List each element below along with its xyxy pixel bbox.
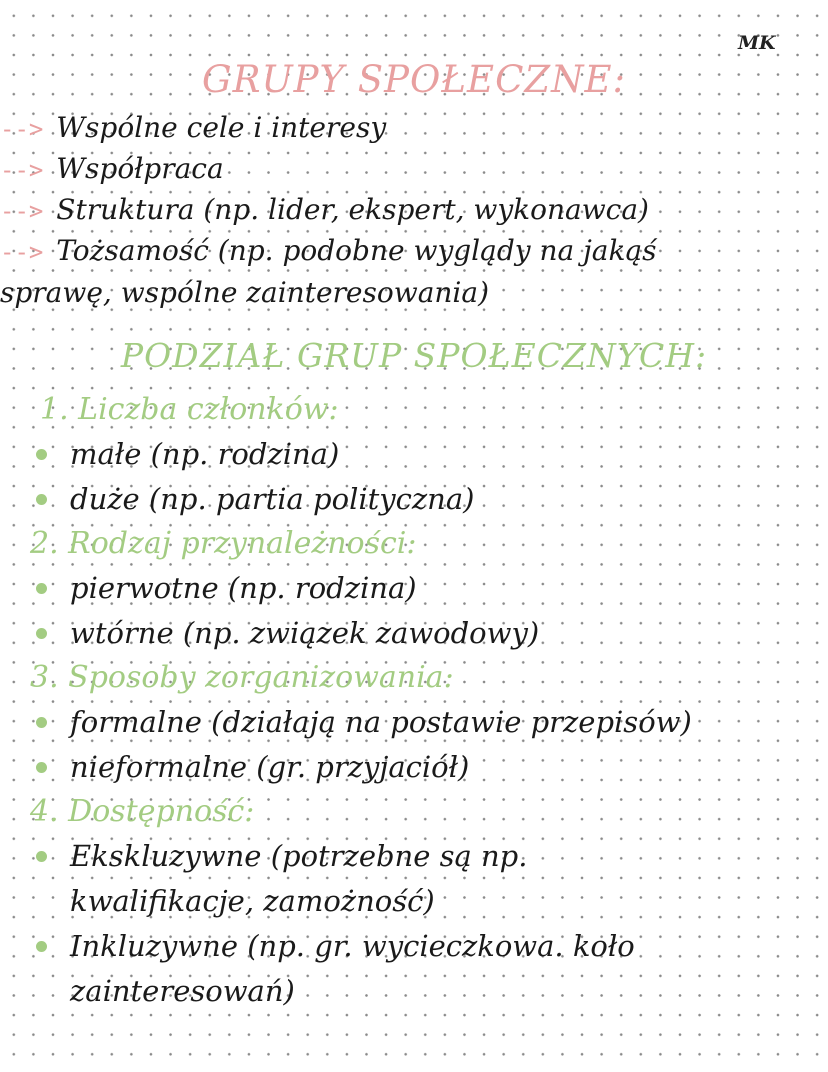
arrow-icon: --> <box>0 115 44 143</box>
author-initials: MK <box>738 32 776 54</box>
list-item-text: zainteresowań) <box>70 974 295 1008</box>
list-item <box>0 432 828 477</box>
arrow-icon: --> <box>0 238 44 266</box>
feature-text: Współpraca <box>56 152 224 185</box>
list-item <box>0 834 828 924</box>
feature-item <box>0 149 820 190</box>
section-title: PODZIAŁ GRUP SPOŁECZNYCH: <box>120 336 708 375</box>
list-item-text: duże (np. partia polityczna) <box>70 482 475 516</box>
list-item-text: kwalifikacje, zamożność) <box>70 884 435 918</box>
bullet-dot-icon <box>36 941 47 952</box>
list-item-text: formalne (działają na postawie przepisów) <box>70 705 692 739</box>
list-item <box>0 700 828 745</box>
feature-item <box>0 108 820 149</box>
list-item-text: małe (np. rodzina) <box>70 437 340 471</box>
arrow-icon: --> <box>0 156 44 184</box>
bullet-dot-icon <box>36 762 47 773</box>
list-item-text: nieformalne (gr. przyjaciół) <box>70 750 470 784</box>
section-heading-access: 4. Dostępność: <box>30 794 255 829</box>
feature-text: Tożsamość (np. podobne wyglądy na jakąś <box>56 234 657 267</box>
bullet-dot-icon <box>36 717 47 728</box>
sections-list <box>0 388 828 1014</box>
section-heading-organization: 3. Sposoby zorganizowania: <box>30 660 454 695</box>
list-item-text: wtórne (np. związek zawodowy) <box>70 616 540 650</box>
features-list <box>0 108 820 314</box>
feature-text: Struktura (np. lider, ekspert, wykonawca) <box>56 193 649 226</box>
list-item <box>0 924 828 1014</box>
feature-text: Wspólne cele i interesy <box>56 111 387 144</box>
feature-item <box>0 231 820 272</box>
bullet-dot-icon <box>36 628 47 639</box>
feature-item <box>0 190 820 231</box>
page-title: GRUPY SPOŁECZNE: <box>202 58 626 101</box>
list-item <box>0 611 828 656</box>
bullet-dot-icon <box>36 449 47 460</box>
list-item <box>0 566 828 611</box>
list-item <box>0 745 828 790</box>
list-item-text: Inkluzywne (np. gr. wycieczkowa. koło <box>70 929 635 963</box>
bullet-dot-icon <box>36 851 47 862</box>
feature-continuation: sprawę, wspólne zainteresowania) <box>0 276 489 309</box>
section-heading-membership: 2. Rodzaj przynależności: <box>30 526 417 561</box>
bullet-dot-icon <box>36 494 47 505</box>
arrow-icon: --> <box>0 197 44 225</box>
bullet-dot-icon <box>36 583 47 594</box>
list-item-text: pierwotne (np. rodzina) <box>70 571 417 605</box>
list-item <box>0 477 828 522</box>
list-item-text: Ekskluzywne (potrzebne są np. <box>70 839 528 873</box>
section-heading-members: 1. Liczba członków: <box>40 392 339 427</box>
